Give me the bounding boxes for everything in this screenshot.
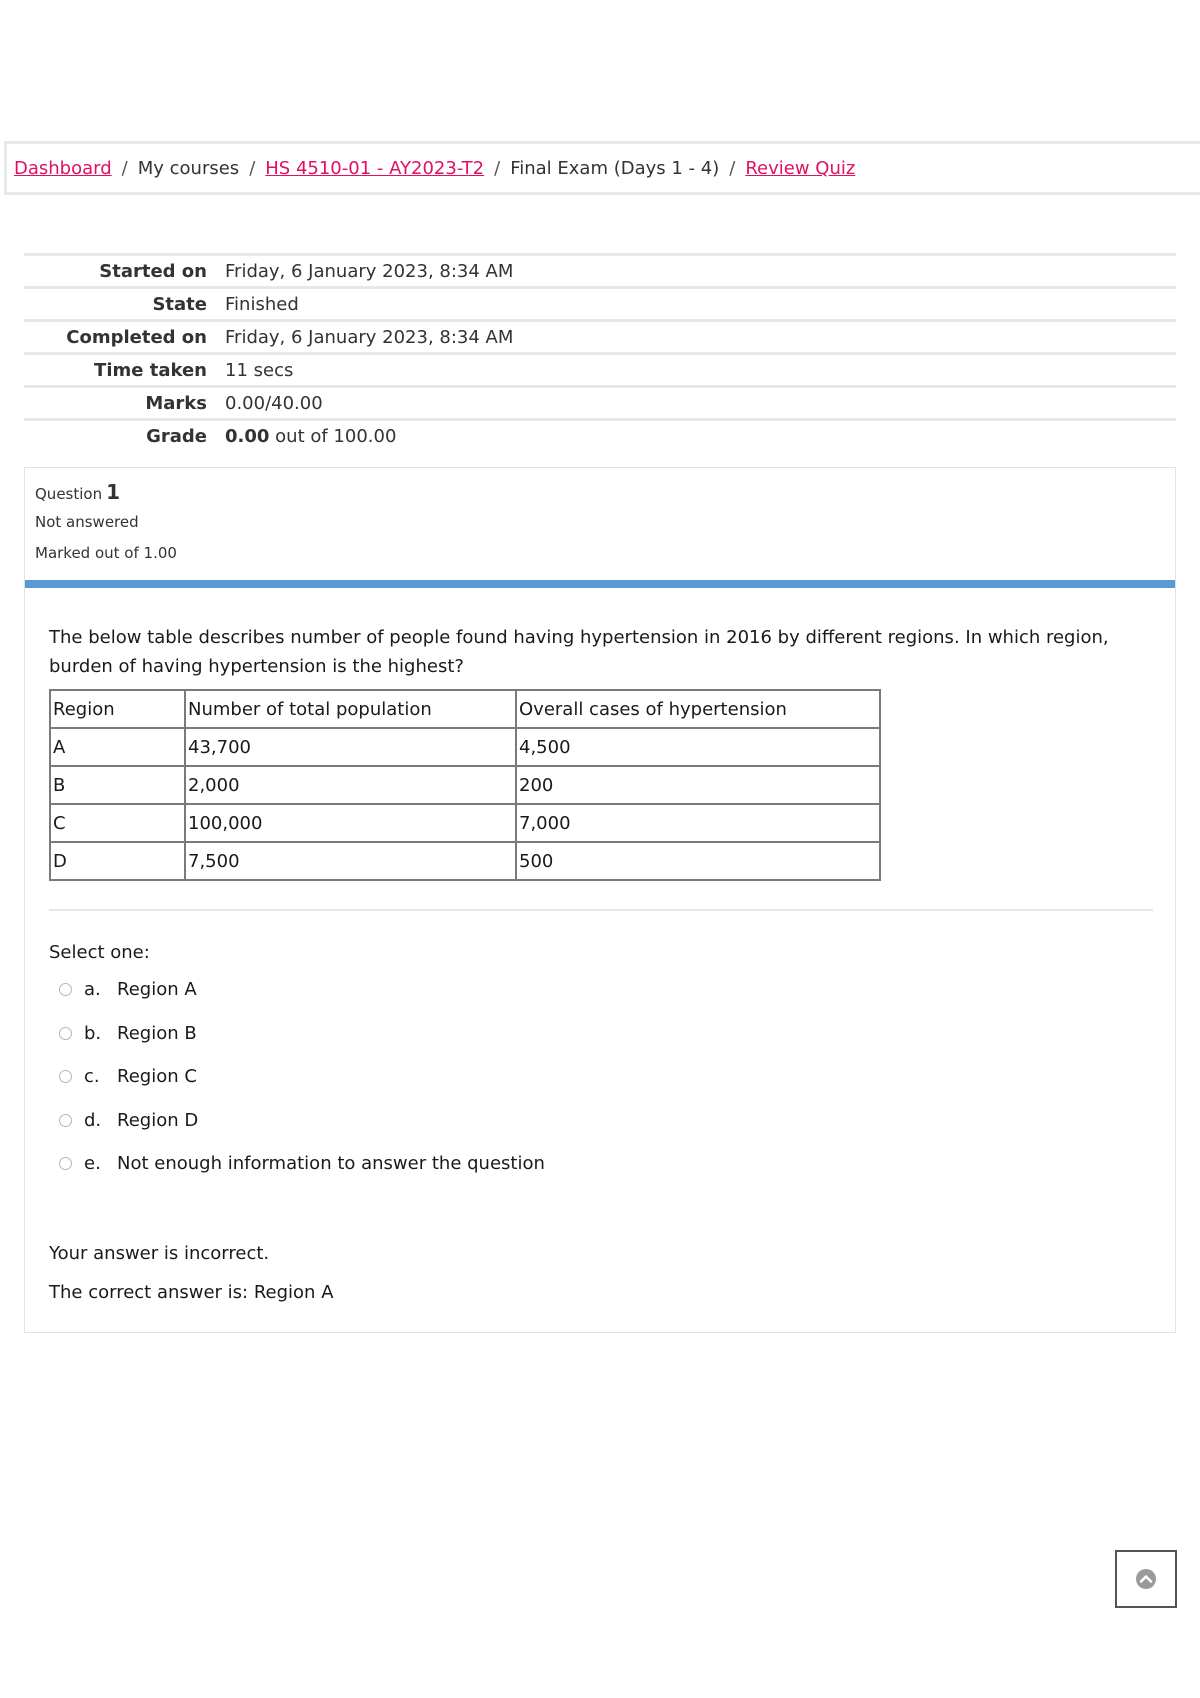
radio-button[interactable] bbox=[59, 1027, 72, 1040]
table-row bbox=[50, 728, 880, 766]
breadcrumb bbox=[4, 141, 1200, 195]
question-status: Not answered bbox=[35, 513, 139, 531]
breadcrumb-separator: / bbox=[249, 157, 256, 179]
table-row bbox=[50, 804, 880, 842]
summary-value: Friday, 6 January 2023, 8:34 AM bbox=[225, 260, 514, 282]
table-cell: B bbox=[50, 766, 185, 804]
radio-button[interactable] bbox=[59, 1070, 72, 1083]
summary-value: 11 secs bbox=[225, 359, 294, 381]
summary-value: Finished bbox=[225, 293, 299, 315]
section-divider bbox=[49, 909, 1153, 911]
table-header-row bbox=[50, 690, 880, 728]
question-label: Question bbox=[35, 485, 103, 503]
option-letter: b. bbox=[84, 1022, 102, 1044]
summary-label: Time taken bbox=[94, 359, 207, 381]
breadcrumb-review-link[interactable]: Review Quiz bbox=[745, 157, 856, 179]
radio-button[interactable] bbox=[59, 1114, 72, 1127]
option-label: Region D bbox=[117, 1109, 199, 1131]
summary-value: Friday, 6 January 2023, 8:34 AM bbox=[225, 326, 514, 348]
option-label: Region B bbox=[117, 1022, 197, 1044]
answer-option-a[interactable] bbox=[59, 968, 545, 1012]
option-label: Not enough information to answer the question bbox=[117, 1153, 545, 1175]
table-cell: 7,500 bbox=[185, 842, 516, 880]
answer-option-c[interactable] bbox=[59, 1055, 545, 1099]
breadcrumb-my-courses: My courses bbox=[137, 157, 240, 179]
summary-row-grade bbox=[24, 418, 1176, 451]
answer-options bbox=[59, 968, 545, 1186]
summary-label: State bbox=[152, 293, 207, 315]
breadcrumb-exam: Final Exam (Days 1 - 4) bbox=[510, 157, 720, 179]
question-text: The below table describes number of people found having hypertension in 2016 by different regions. In which region, burden of having hypertension is the highest? bbox=[49, 627, 1109, 677]
radio-button[interactable] bbox=[59, 1157, 72, 1170]
quiz-summary-table bbox=[24, 253, 1176, 451]
table-row bbox=[50, 766, 880, 804]
summary-label: Completed on bbox=[66, 326, 207, 348]
table-cell: 200 bbox=[516, 766, 880, 804]
correct-answer: The correct answer is: Region A bbox=[49, 1282, 334, 1303]
summary-value bbox=[225, 426, 396, 447]
table-cell: 100,000 bbox=[185, 804, 516, 842]
table-cell: 43,700 bbox=[185, 728, 516, 766]
summary-row-state bbox=[24, 286, 1176, 319]
breadcrumb-separator: / bbox=[729, 157, 736, 179]
summary-label: Grade bbox=[146, 425, 207, 447]
table-header-cell: Region bbox=[50, 690, 185, 728]
scroll-to-top-button[interactable] bbox=[1115, 1550, 1177, 1608]
grade-value: 0.00 bbox=[225, 425, 270, 447]
question-info bbox=[35, 480, 177, 566]
table-header-cell: Overall cases of hypertension bbox=[516, 690, 880, 728]
option-letter: d. bbox=[84, 1109, 102, 1131]
radio-button[interactable] bbox=[59, 983, 72, 996]
grade-suffix: out of 100.00 bbox=[275, 425, 397, 447]
chevron-up-circle-icon bbox=[1135, 1568, 1157, 1590]
option-label: Region C bbox=[117, 1066, 197, 1088]
summary-row-completed bbox=[24, 319, 1176, 352]
table-cell: 4,500 bbox=[516, 728, 880, 766]
table-cell: A bbox=[50, 728, 185, 766]
option-letter: a. bbox=[84, 979, 101, 1001]
breadcrumb-course-link[interactable]: HS 4510-01 - AY2023-T2 bbox=[265, 157, 485, 179]
question-data-table bbox=[49, 689, 881, 881]
summary-value: 0.00/40.00 bbox=[225, 392, 323, 414]
answer-option-b[interactable] bbox=[59, 1012, 545, 1056]
summary-row-started bbox=[24, 253, 1176, 286]
summary-label: Started on bbox=[99, 260, 207, 282]
table-cell: 2,000 bbox=[185, 766, 516, 804]
summary-row-marks bbox=[24, 385, 1176, 418]
answer-option-e[interactable] bbox=[59, 1142, 545, 1186]
answer-option-d[interactable] bbox=[59, 1099, 545, 1143]
select-one-prompt: Select one: bbox=[49, 942, 150, 963]
summary-label: Marks bbox=[145, 392, 207, 414]
question-number-value: 1 bbox=[106, 480, 121, 504]
option-letter: c. bbox=[84, 1066, 100, 1088]
question-marked: Marked out of 1.00 bbox=[35, 544, 177, 562]
question-card bbox=[24, 467, 1176, 1333]
option-label: Region A bbox=[117, 979, 197, 1001]
breadcrumb-separator: / bbox=[494, 157, 501, 179]
table-cell: C bbox=[50, 804, 185, 842]
table-cell: 500 bbox=[516, 842, 880, 880]
table-cell: D bbox=[50, 842, 185, 880]
table-cell: 7,000 bbox=[516, 804, 880, 842]
breadcrumb-dashboard-link[interactable]: Dashboard bbox=[14, 157, 112, 179]
table-row bbox=[50, 842, 880, 880]
feedback-incorrect: Your answer is incorrect. bbox=[49, 1243, 270, 1264]
question-number bbox=[35, 480, 177, 504]
summary-row-time-taken bbox=[24, 352, 1176, 385]
option-letter: e. bbox=[84, 1153, 101, 1175]
question-divider-bar bbox=[25, 580, 1175, 588]
breadcrumb-separator: / bbox=[121, 157, 128, 179]
answer-feedback bbox=[49, 1243, 334, 1321]
table-header-cell: Number of total population bbox=[185, 690, 516, 728]
